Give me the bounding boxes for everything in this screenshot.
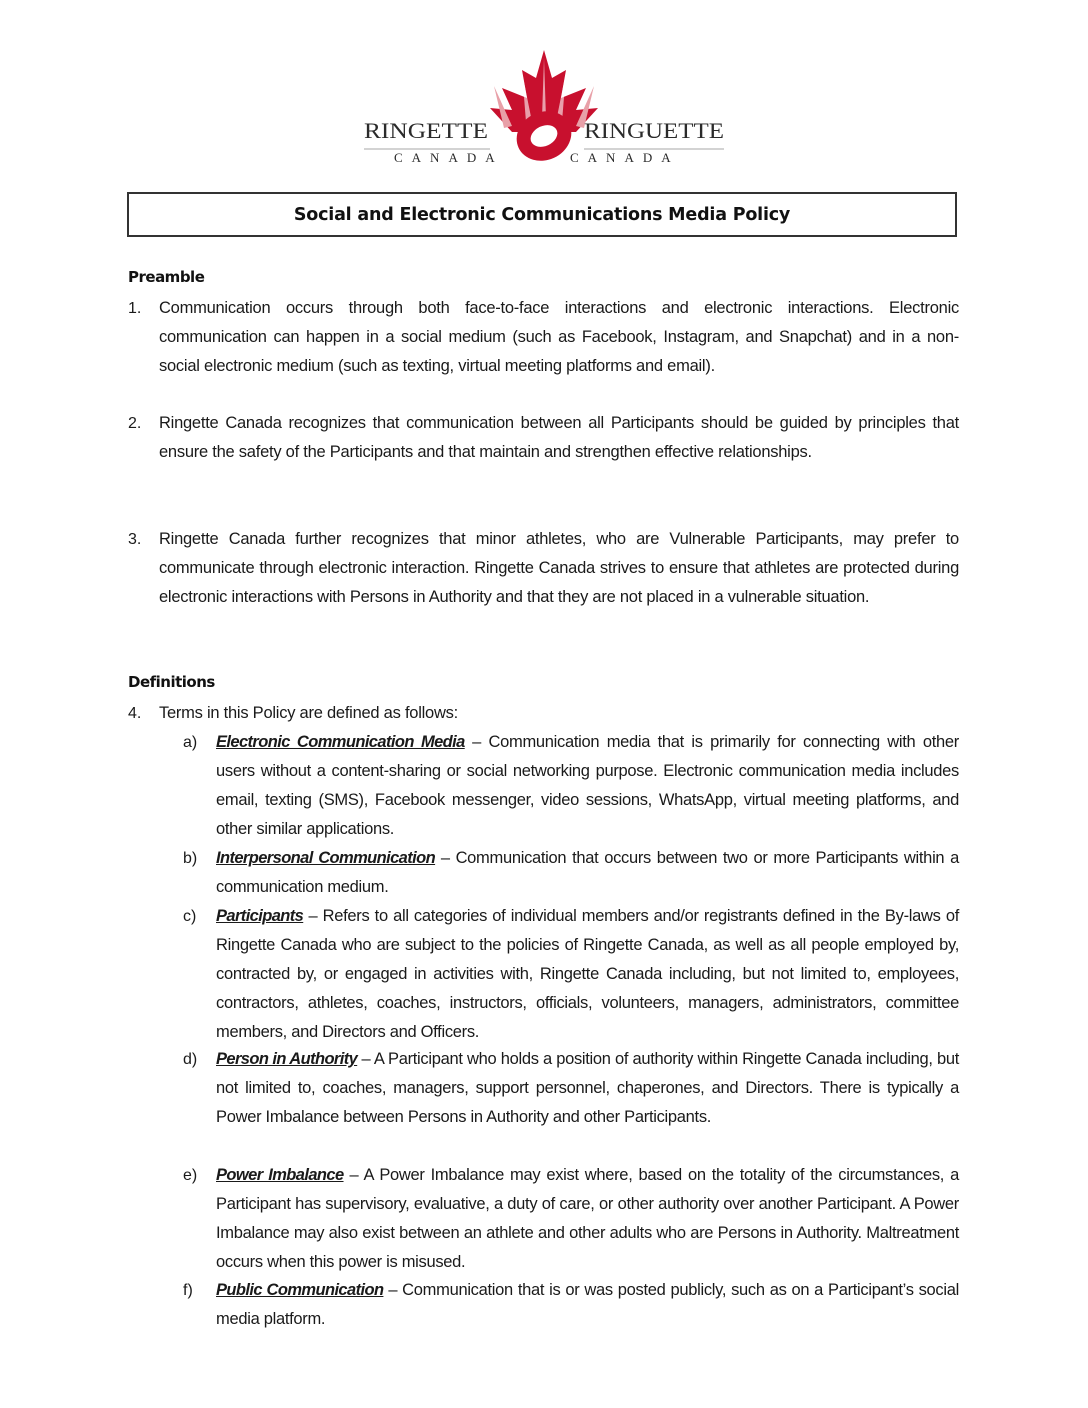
definition-c-term: Participants	[216, 907, 304, 925]
ringette-canada-logo	[362, 48, 726, 170]
definition-b-text: – Communication that occurs between two or more Participants within a communication medium.	[216, 849, 959, 896]
definition-f-text: – Communication that is or was posted publicly, such as on a Participant’s social media platform.	[216, 1281, 959, 1328]
preamble-item-1-text: Communication occurs through both face-to-face interactions and electronic interactions. Electronic communication can happen in a social medium (such as Facebook, Instagram, and Snapchat) and in a non-social electronic medium (such as texting, virtual meeting platforms and email).	[159, 299, 959, 375]
definition-d-term: Person in Authority	[216, 1050, 358, 1068]
definition-c	[216, 902, 959, 1047]
definition-d-letter: d)	[183, 1051, 198, 1068]
definition-b-letter: b)	[183, 850, 198, 867]
preamble-item-3-text: Ringette Canada further recognizes that minor athletes, who are Vulnerable Participants, may prefer to communicate through electronic interaction. Ringette Canada strives to ensure that athletes are protected during electronic interactions with Persons in Authority and that they are not placed in a vulnerable situation.	[159, 530, 959, 606]
definition-b	[216, 844, 959, 902]
definition-c-text: – Refers to all categories of individual members and/or registrants defined in the By-laws of Ringette Canada who are subject to the policies of Ringette Canada, as well as all people employed by, contracted by, or engaged in activities with, Ringette Canada including, but not limited to, employees, contractors, athletes, coaches, instructors, officials, volunteers, managers, administrators, committee members, and Directors and Officers.	[216, 907, 959, 1041]
preamble-heading: Preamble	[128, 268, 205, 286]
definitions-heading: Definitions	[128, 673, 215, 691]
definition-e-term: Power Imbalance	[216, 1166, 344, 1184]
logo-left-bottom: CANADA	[394, 150, 504, 165]
definition-d	[216, 1045, 959, 1132]
preamble-item-1-number: 1.	[128, 300, 142, 317]
definitions-intro-number: 4.	[128, 705, 142, 722]
definition-a-letter: a)	[183, 734, 198, 751]
logo-right-bottom: CANADA	[570, 150, 680, 165]
definitions-intro-text: Terms in this Policy are defined as follows:	[159, 704, 458, 722]
logo-right-top: RINGUETTE	[584, 118, 724, 143]
preamble-item-2-number: 2.	[128, 415, 142, 432]
definition-f-term: Public Communication	[216, 1281, 384, 1299]
definition-b-term: Interpersonal Communication	[216, 849, 436, 867]
preamble-item-3-number: 3.	[128, 531, 142, 548]
definition-e-text: – A Power Imbalance may exist where, based on the totality of the circumstances, a Participant has supervisory, evaluative, a duty of care, or other authority over another Participant. A Power Imbalance may also exist between an athlete and other adults who are Persons in Authority. Maltreatment occurs when this power is misused.	[216, 1166, 959, 1271]
definition-a	[216, 728, 959, 844]
definition-f	[216, 1276, 959, 1334]
logo-left-top: RINGETTE	[364, 118, 488, 143]
title-box	[127, 192, 957, 237]
definition-a-text: – Communication media that is primarily for connecting with other users without a content-sharing or social networking purpose. Electronic communication media includes email, texting (SMS), Facebook messenger, video sessions, WhatsApp, virtual meeting platforms, and other similar applications.	[216, 733, 960, 838]
definition-c-letter: c)	[183, 908, 197, 925]
definition-e	[216, 1161, 959, 1277]
definition-e-letter: e)	[183, 1167, 198, 1184]
definition-d-text: – A Participant who holds a position of authority within Ringette Canada including, but not limited to, coaches, managers, support personnel, chaperones, and Directors. There is typically a Power Imbalance between Persons in Authority and other Participants.	[216, 1050, 959, 1126]
definition-a-term: Electronic Communication Media	[216, 733, 465, 751]
definition-f-letter: f)	[183, 1282, 193, 1299]
preamble-item-2-text: Ringette Canada recognizes that communication between all Participants should be guided by principles that ensure the safety of the Participants and that maintain and strengthen effective relationships.	[159, 414, 959, 461]
document-title: Social and Electronic Communications Media Policy	[293, 204, 791, 225]
